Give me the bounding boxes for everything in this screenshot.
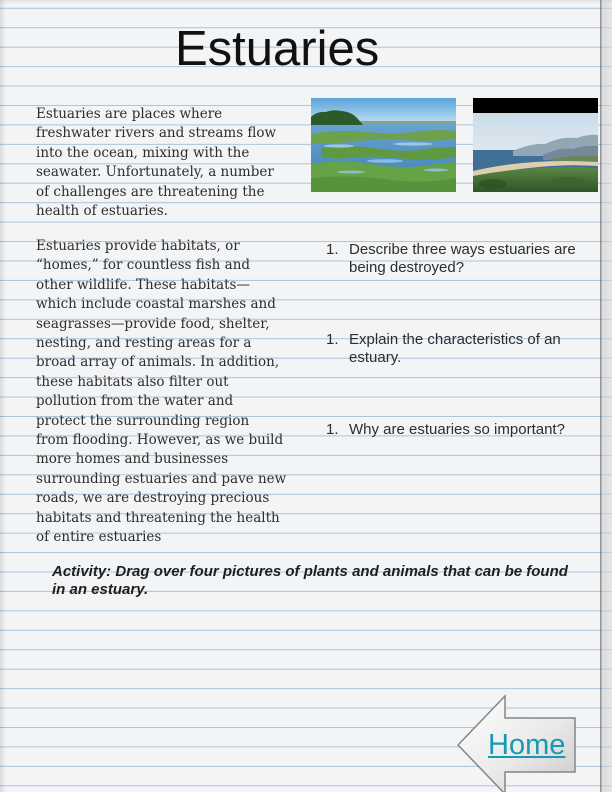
activity-label: Activity: <box>52 563 112 580</box>
habitats-paragraph-line: habitats and threatening the health <box>36 509 280 526</box>
question-text: Why are estuaries so important? <box>349 421 565 438</box>
intro-paragraph-line: into the ocean, mixing with the <box>36 144 250 161</box>
question-item <box>326 331 589 367</box>
habitats-paragraph-line: seagrasses—provide food, shelter, <box>36 315 270 332</box>
habitats-paragraph <box>36 237 286 548</box>
question-item <box>326 241 589 277</box>
question-item <box>326 421 589 439</box>
intro-paragraph-line: Estuaries are places where <box>36 106 223 122</box>
habitats-paragraph-line: roads, we are destroying precious <box>36 490 270 507</box>
question-number: 1. <box>326 331 339 348</box>
page-title: Estuaries <box>175 22 380 76</box>
intro-paragraph-line: seawater. Unfortunately, a number <box>36 164 274 181</box>
habitats-paragraph-line: surrounding estuaries and pave new <box>36 470 287 487</box>
paper-top-edge <box>0 0 612 4</box>
intro-paragraph-line: health of estuaries. <box>36 203 168 220</box>
activity-instructions <box>52 563 576 599</box>
intro-paragraph-line: freshwater rivers and streams flow <box>36 125 277 142</box>
paper-left-edge <box>0 0 6 792</box>
coastline-photo <box>473 98 598 192</box>
question-list <box>326 241 592 441</box>
habitats-paragraph-line: other wildlife. These habitats— <box>36 276 250 293</box>
question-text: Explain the characteristics of an estuary. <box>349 331 561 366</box>
habitats-paragraph-line: protect the surrounding region <box>36 412 250 429</box>
paper-right-edge <box>600 0 612 792</box>
question-number: 1. <box>326 241 339 258</box>
habitats-paragraph-line: which include coastal marshes and <box>36 296 276 313</box>
activity-text: Drag over four pictures of plants and animals that can be found in an estuary. <box>52 563 568 598</box>
habitats-paragraph-line: Estuaries provide habitats, or <box>36 238 240 254</box>
home-button-label: Home <box>488 729 566 761</box>
habitats-paragraph-line: pollution from the water and <box>36 393 234 410</box>
habitats-paragraph-line: these habitats also filter out <box>36 373 229 390</box>
habitats-paragraph-line: “homes,” for countless fish and <box>36 257 251 274</box>
question-number: 1. <box>326 421 339 438</box>
habitats-paragraph-line: from flooding. However, as we build <box>36 432 284 449</box>
habitats-paragraph-line: broad array of animals. In addition, <box>36 354 280 371</box>
intro-paragraph <box>36 105 276 221</box>
habitats-paragraph-line: of entire estuaries <box>36 529 162 546</box>
habitats-paragraph-line: more homes and businesses <box>36 451 229 468</box>
habitats-paragraph-line: nesting, and resting areas for a <box>36 335 252 352</box>
question-text: Describe three ways estuaries are being destroyed? <box>349 241 576 276</box>
marsh-photo <box>311 98 456 192</box>
home-button[interactable] <box>456 692 580 792</box>
intro-paragraph-line: of challenges are threatening the <box>36 183 265 200</box>
